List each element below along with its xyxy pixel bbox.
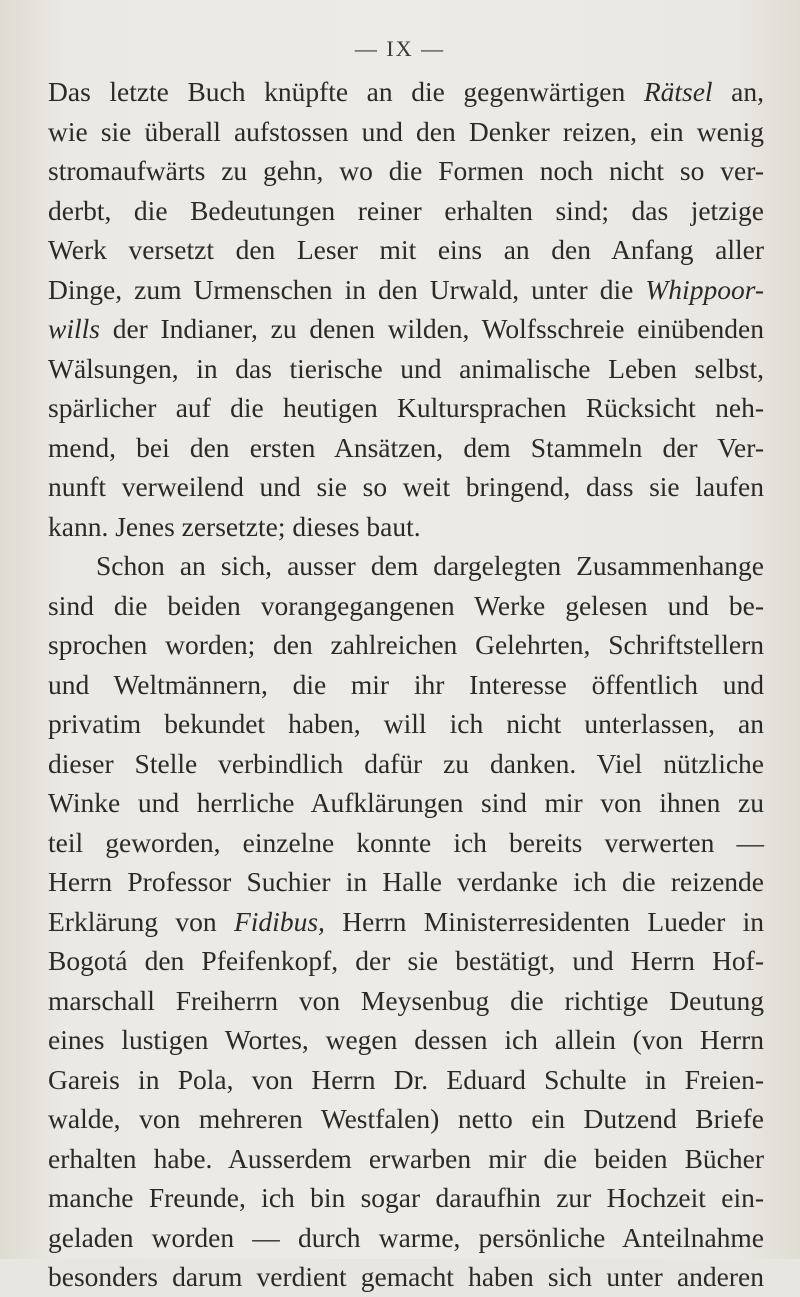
text-line — [48, 388, 764, 428]
text-line — [48, 586, 764, 626]
text-segment: Bogotá den Pfeifenkopf, der sie bestätigt, und Herrn Hof- — [48, 945, 764, 976]
text-segment: marschall Freiherrn von Meysenbug die richtige Deutung — [48, 984, 764, 1016]
page-number: — IX — — [354, 36, 446, 61]
text-segment: stromaufwärts zu gehn, wo die Formen noch nicht so ver- — [48, 155, 764, 186]
text-line — [48, 151, 764, 191]
text-line — [48, 546, 764, 586]
italic-term: wills — [48, 313, 100, 344]
text-line — [48, 941, 764, 981]
text-segment: walde, von mehreren Westfalen) netto ein Dutzend Briefe — [48, 1103, 764, 1134]
text-line — [48, 112, 764, 152]
text-line — [48, 467, 764, 507]
text-segment: an, — [712, 76, 764, 107]
text-line — [48, 309, 764, 349]
text-line — [48, 72, 764, 112]
text-segment: manche Freunde, ich bin sogar daraufhin zur Hochzeit ein- — [48, 1182, 764, 1213]
text-line — [48, 823, 764, 863]
text-segment: mend, bei den ersten Ansätzen, dem Stammeln der Ver- — [48, 431, 764, 463]
text-segment: Das letzte Buch knüpfte an die gegenwärtigen — [48, 76, 644, 107]
italic-term: Rätsel — [643, 76, 713, 107]
text-line — [48, 230, 764, 270]
text-segment: Dinge, zum Urmenschen in den Urwald, unter die — [48, 273, 646, 305]
text-segment: nunft verweilend und sie so weit bringend, dass sie laufen — [48, 471, 764, 502]
text-line — [48, 1139, 764, 1179]
text-segment: der Indianer, zu denen wilden, Wolfsschreie einübenden — [99, 313, 764, 344]
text-segment: Herrn Professor Suchier in Halle verdanke ich die reizende — [48, 866, 764, 897]
text-segment: erhalten habe. Ausserdem erwarben mir die beiden Bücher — [48, 1142, 764, 1174]
text-line — [48, 1020, 764, 1060]
text-line — [48, 349, 764, 389]
text-line — [48, 1099, 764, 1139]
text-segment: Winke und herrliche Aufklärungen sind mir von ihnen zu — [48, 787, 764, 818]
text-segment: privatim bekundet haben, will ich nicht unterlassen, an — [48, 708, 764, 739]
text-segment: spärlicher auf die heutigen Kultursprachen Rücksicht neh- — [48, 392, 764, 423]
text-segment: und Weltmännern, die mir ihr Interesse öffentlich und — [48, 668, 764, 700]
text-segment: Herrn Ministerresidenten Lueder in — [324, 905, 764, 937]
text-segment: kann. Jenes zersetzte; dieses baut. — [48, 510, 421, 542]
text-segment: Gareis in Pola, von Herrn Dr. Eduard Schulte in Freien- — [48, 1063, 764, 1095]
text-line — [48, 507, 764, 547]
text-segment: geladen worden — durch warme, persönliche Anteilnahme — [48, 1221, 764, 1253]
text-line — [48, 704, 764, 744]
text-line — [48, 862, 764, 902]
text-line — [48, 1257, 764, 1297]
text-segment: teil geworden, einzelne konnte ich bereits verwerten — — [48, 826, 764, 858]
text-segment: wie sie überall aufstossen und den Denker reizen, ein wenig — [48, 115, 764, 147]
text-line — [48, 902, 764, 942]
text-line — [48, 744, 764, 784]
text-segment: Wälsungen, in das tierische und animalische Leben selbst, — [48, 352, 764, 384]
italic-term: Whippoor- — [645, 273, 764, 305]
text-line — [48, 625, 764, 665]
text-segment: eines lustigen Wortes, wegen dessen ich allein (von Herrn — [48, 1024, 764, 1055]
text-segment: Schon an sich, ausser dem dargelegten Zusammenhange — [96, 550, 764, 581]
text-segment: besonders darum verdient gemacht haben sich unter anderen — [48, 1261, 764, 1292]
italic-term: Fidibus, — [233, 905, 325, 937]
text-line — [48, 1060, 764, 1100]
text-segment: sind die beiden vorangegangenen Werke gelesen und be- — [48, 589, 764, 621]
text-line — [48, 1218, 764, 1258]
text-line — [48, 270, 764, 310]
text-line — [48, 428, 764, 468]
text-segment: Werk versetzt den Leser mit eins an den Anfang aller — [48, 234, 764, 265]
text-line — [48, 1178, 764, 1218]
text-line — [48, 665, 764, 705]
text-line — [48, 191, 764, 231]
text-segment: sprochen worden; den zahlreichen Gelehrten, Schriftstellern — [48, 629, 764, 660]
text-segment: dieser Stelle verbindlich dafür zu danken. Viel nützliche — [48, 747, 764, 779]
text-segment: derbt, die Bedeutungen reiner erhalten sind; das jetzige — [48, 194, 764, 226]
text-line — [48, 981, 764, 1021]
text-segment: Erklärung von — [48, 905, 234, 937]
text-line — [48, 783, 764, 823]
body-text — [48, 72, 764, 1297]
